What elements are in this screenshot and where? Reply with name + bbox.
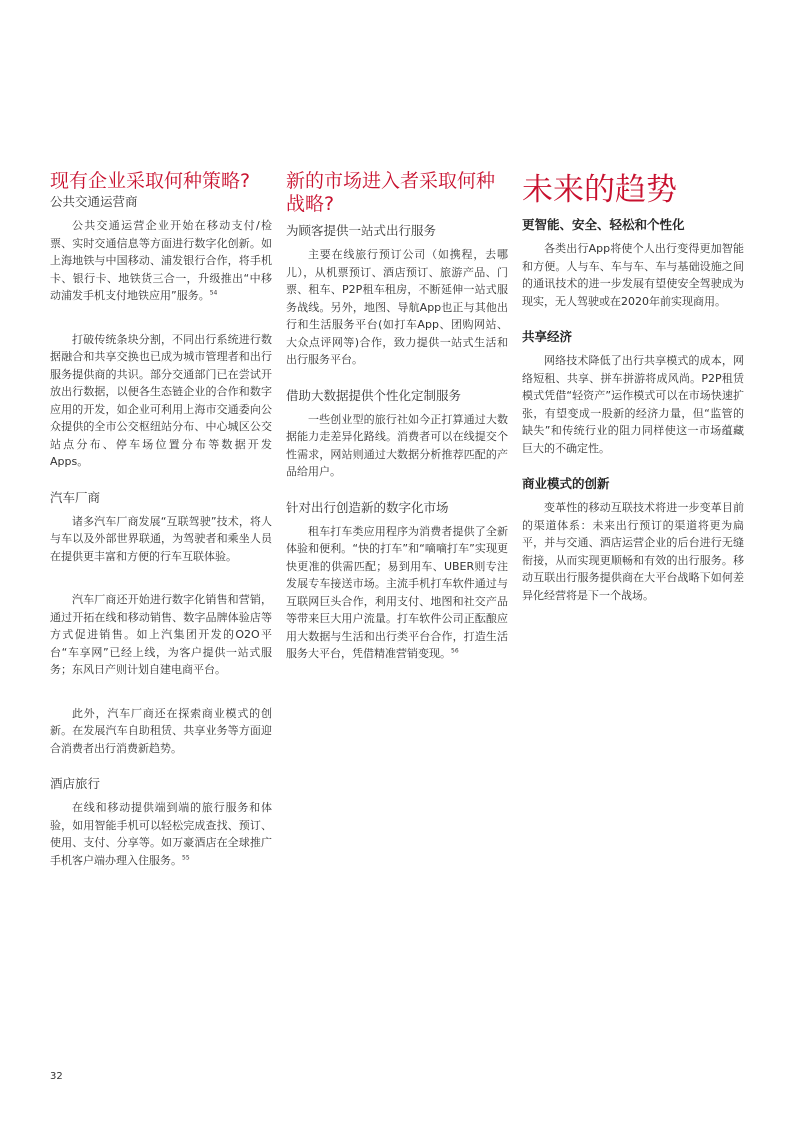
paragraph: 租车打车类应用程序为消费者提供了全新体验和便利。“快的打车”和“嘀嘀打车”实现更快更准的供需匹配；易到用车、UBER则专注发展专车接送市场。主流手机打车软件通过与互联网巨头合作，利用支付、地图和社交产品等带来巨大用户流量。打车软件公司正酝酿应用大数据与生活和出行类平台合作，打造生活服务大平台，凭借精准营销变现。$^{56}$	[286, 524, 508, 660]
paragraph: 公共交通运营企业开始在移动支付/检票、实时交通信息等方面进行数字化创新。如上海地铁与中国移动、浦发银行合作，将手机卡、银行卡、地铁货三合一，升级推出“中移动浦发手机支付地铁应用”服务。$^{54}$	[50, 219, 272, 302]
paragraph: 诸多汽车厂商发展“互联驾驶”技术，将人与车以及外部世界联通，为驾驶者和乘坐人员在提供更丰富和方便的行车互联体验。	[50, 514, 272, 563]
paragraph: 网络技术降低了出行共享模式的成本，网络短租、共享、拼车拼游将成风尚。P2P租赁模式凭借“轻资产”运作模式可以在市场快速扩张，有望变成一股新的经济力量，但“监管的缺失”和传统行业的阻力同样使这一市场蕴藏巨大的不确定性。	[522, 354, 744, 455]
section-heading-big-data: 借助大数据提供个性化定制服务	[286, 387, 462, 403]
section-heading-automakers: 汽车厂商	[50, 489, 101, 505]
paragraph: 在线和移动提供端到端的旅行服务和体验，如用智能手机可以轻松完成查找、预订、使用、支付、分享等。如万豪酒店在全球推广手机客户端办理入住服务。$^{55}$	[50, 801, 272, 867]
column-title: 新的市场进入者采取何种战略?	[286, 170, 496, 215]
page-number: 32	[50, 1071, 63, 1082]
paragraph: 一些创业型的旅行社如今正打算通过大数据能力走差异化路线。消费者可以在线提交个性需求，网站则通过大数据分析推荐匹配的产品给用户。	[286, 412, 508, 478]
column-title: 未来的趋势	[522, 172, 677, 208]
section-heading-digital-market: 针对出行创造新的数字化市场	[286, 499, 449, 515]
section-heading-hotel-travel: 酒店旅行	[50, 776, 101, 791]
section-heading-business-model: 商业模式的创新	[522, 476, 610, 491]
footnote-ref: 54	[209, 289, 218, 297]
paragraph: 打破传统条块分割，不同出行系统进行数据融合和共享交换也已成为城市管理者和出行服务提供商的共识。部分交通部门已在尝试开放出行数据，以便各生态链企业的合作和数字应用的开发，如企业可利用上海市交通委向公众提供的全市公交枢纽站分布、中心城区公交站点分布、停车场位置分布等数据开发Apps。	[50, 332, 272, 468]
section-heading-smarter: 更智能、安全、轻松和个性化	[522, 217, 685, 232]
section-heading-sharing-economy: 共享经济	[522, 329, 573, 344]
paragraph: 汽车厂商还开始进行数字化销售和营销，通过开拓在线和移动销售、数字品牌体验店等方式促进销售。如上汽集团开发的O2O平台“车享网”已经上线，为客户提供一站式服务；东风日产则计划自建电商平台。	[50, 593, 272, 676]
section-heading-one-stop-service: 为顾客提供一站式出行服务	[286, 223, 437, 238]
column-title: 现有企业采取何种策略?	[50, 170, 251, 192]
footnote-ref: 55	[182, 853, 190, 861]
paragraph: 变革性的移动互联技术将进一步变革目前的渠道体系：未来出行预订的渠道将更为扁平，并与交通、酒店运营企业的后台进行无缝衔接，从而实现更顺畅和有效的出行服务。移动互联出行服务提供商在大平台战略下如何差异化经营将是下一个战场。	[522, 501, 744, 602]
paragraph: 此外，汽车厂商还在探索商业模式的创新。在发展汽车自助租赁、共享业务等方面迎合消费者出行消费新趋势。	[50, 706, 272, 755]
column-existing-companies	[50, 170, 272, 869]
section-heading-public-transport: 公共交通运营商	[50, 194, 138, 209]
paragraph: 各类出行App将使个人出行变得更加智能和方便。人与车、车与车、车与基础设施之间的通讯技术的进一步发展有望使安全驾驶成为现实，无人驾驶或在2020年前实现商用。	[522, 242, 744, 308]
column-new-entrants	[286, 170, 508, 663]
footnote-ref: 56	[451, 647, 459, 655]
column-future-trends	[522, 170, 744, 604]
paragraph: 主要在线旅行预订公司（如携程，去哪儿），从机票预订、酒店预订、旅游产品、门票、租车、P2P租车租房，不断延伸一站式服务战线。另外，地图、导航App也正与其他出行和生活服务平台(如打车App、团购网站、大众点评网等)合作，致力提供一站式生活和出行服务平台。	[286, 248, 508, 366]
